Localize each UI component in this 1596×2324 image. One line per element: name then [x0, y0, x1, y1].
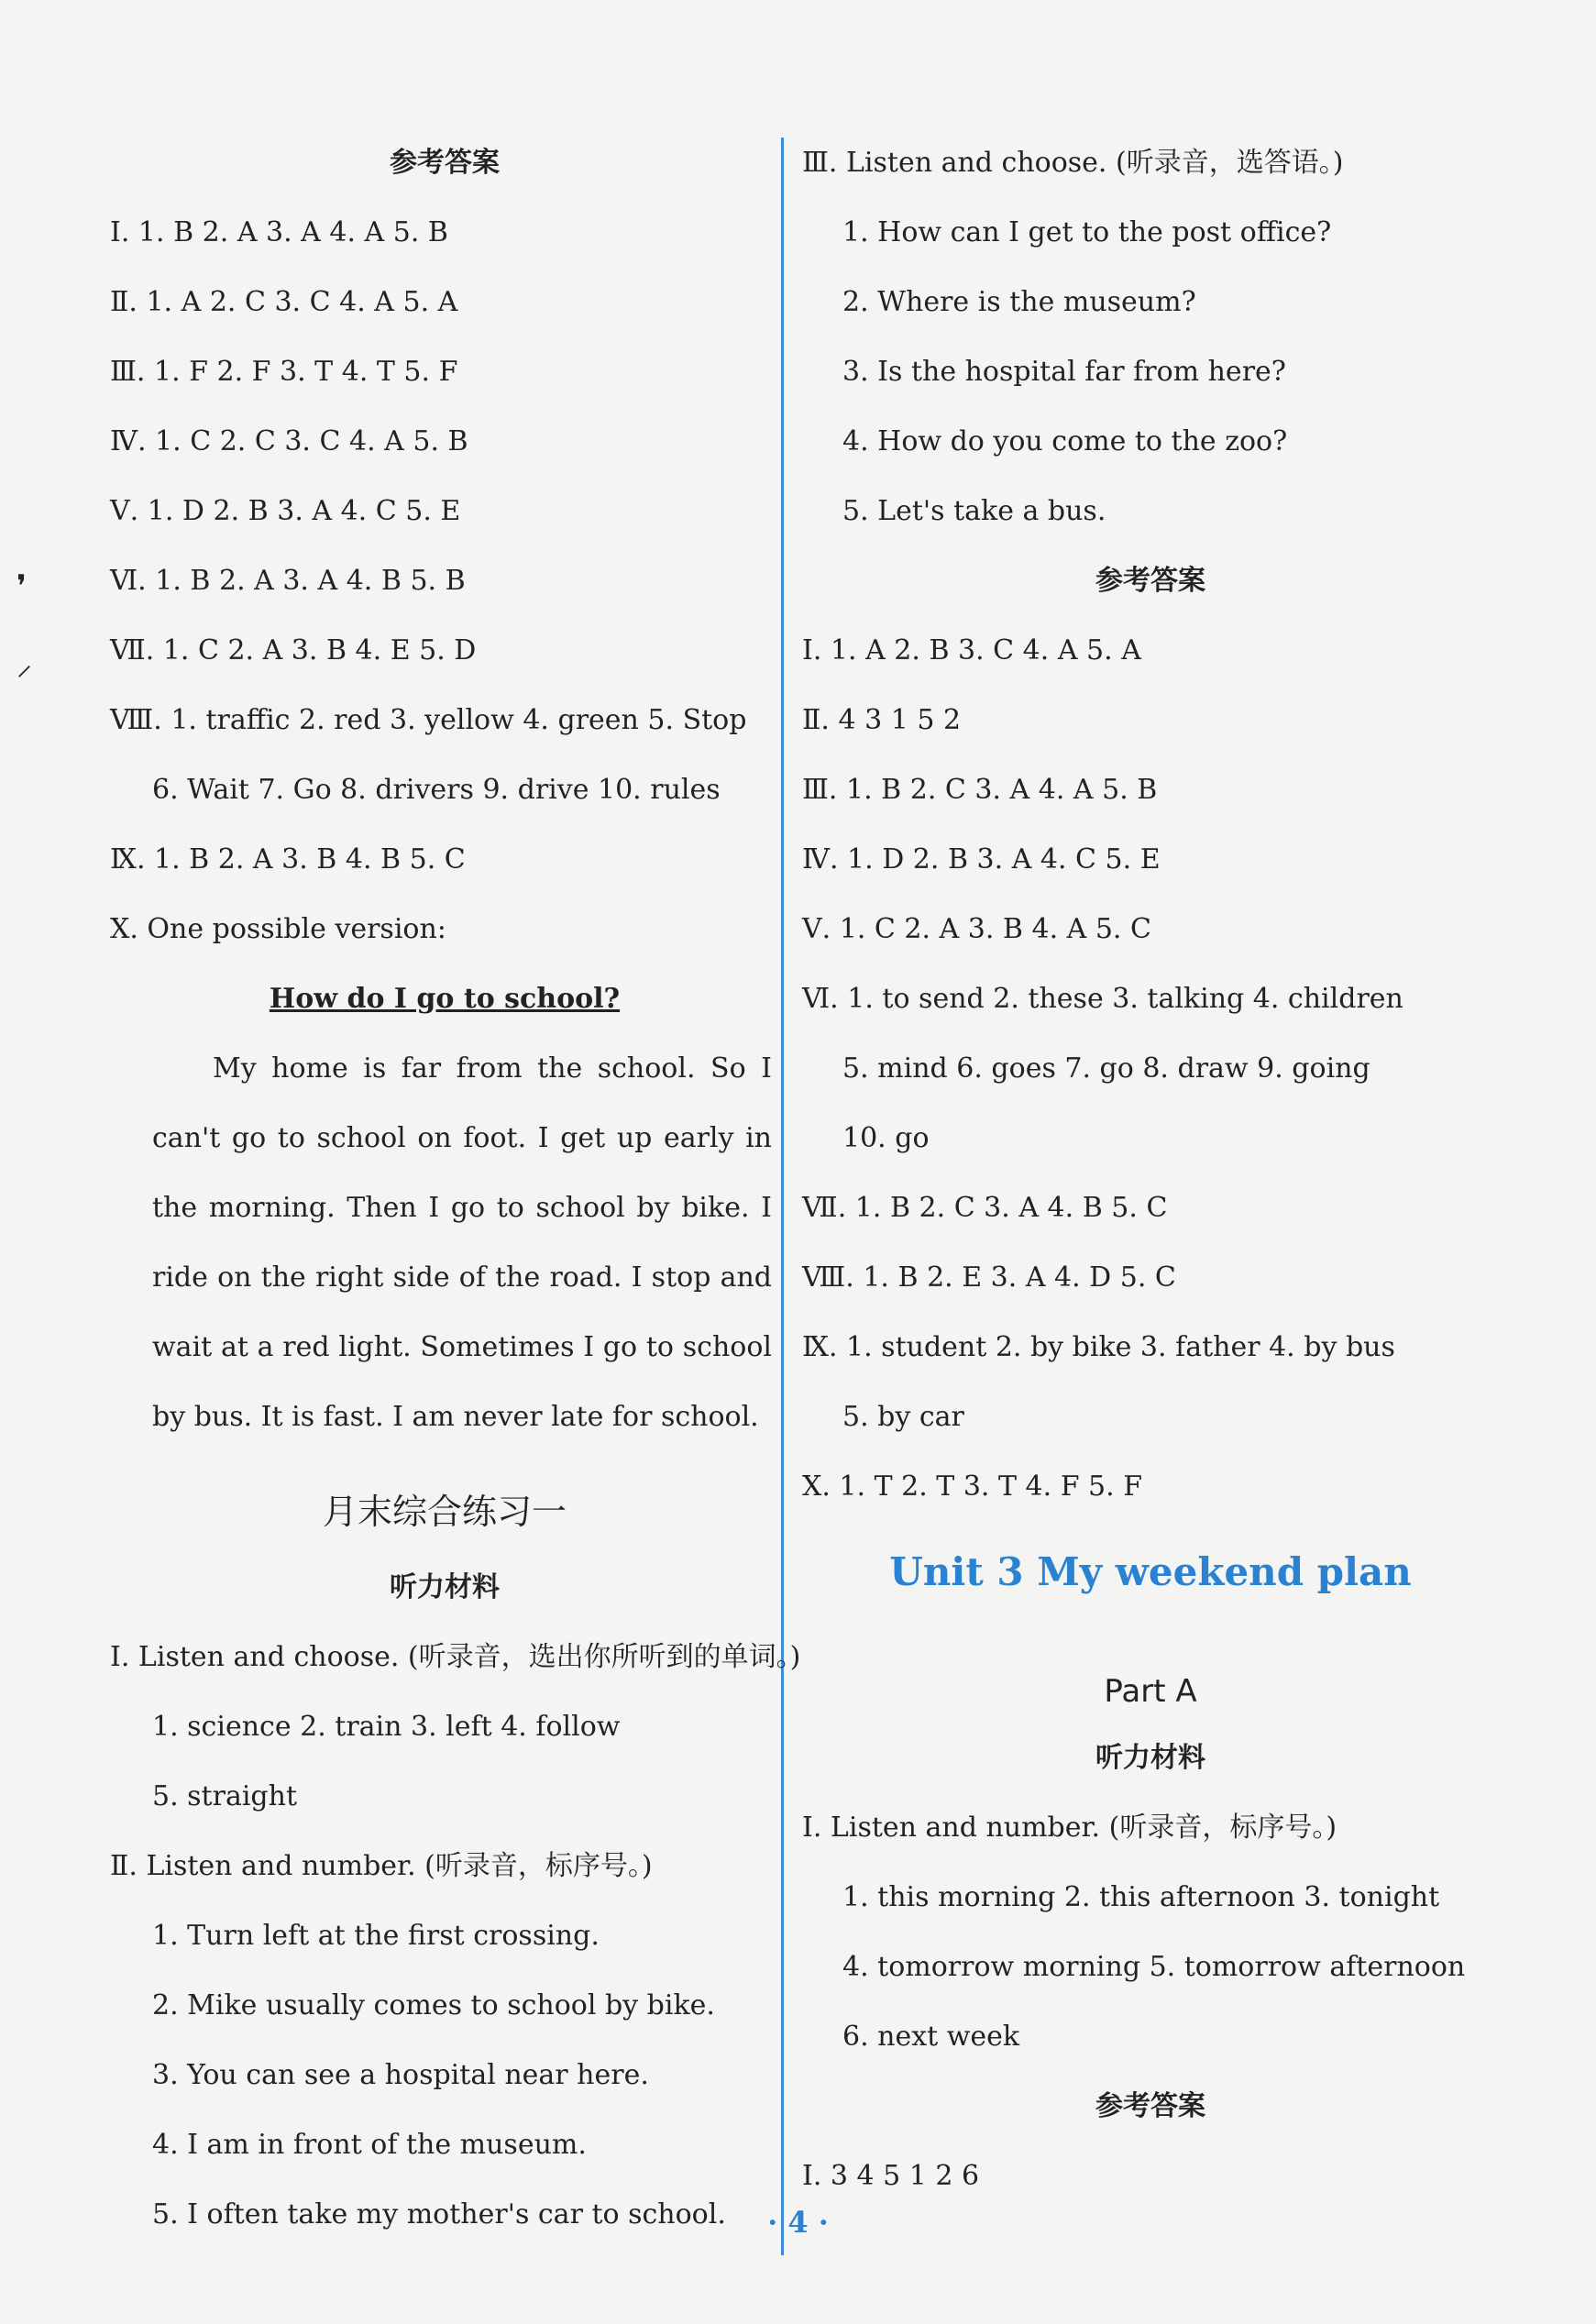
listen-choose-item: 2. Where is the museum? [842, 286, 1196, 318]
listen-number-item: 2. Mike usually comes to school by bike. [152, 1989, 715, 2021]
part-title: Part A [1104, 1673, 1197, 1710]
answer-line: Ⅶ. 1. B 2. C 3. A 4. B 5. C [802, 1192, 1168, 1224]
listen-choose-items: 1. science 2. train 3. left 4. follow [152, 1711, 621, 1743]
answer-line: Ⅵ. 1. B 2. A 3. A 4. B 5. B [110, 565, 466, 597]
answer-line: Ⅸ. 1. B 2. A 3. B 4. B 5. C [110, 843, 466, 876]
listen-choose-items: 5. straight [152, 1780, 298, 1812]
right-column [802, 128, 1499, 2211]
listen-choose-item: 1. How can I get to the post office? [842, 216, 1332, 248]
essay-title-row [110, 964, 779, 1034]
answer-line-continued: 10. go [842, 1122, 930, 1154]
column-divider [781, 138, 784, 2255]
listen-number-item: 4. I am in front of the museum. [152, 2129, 587, 2161]
answer-line: Ⅵ. 1. to send 2. these 3. talking 4. children [802, 983, 1403, 1015]
answer-line: Ⅰ. 3 4 5 1 2 6 [802, 2160, 980, 2192]
answer-line: Ⅱ. 4 3 1 5 2 [802, 704, 962, 736]
margin-mark: ❜ [17, 568, 27, 605]
answer-line: Ⅷ. 1. traffic 2. red 3. yellow 4. green 5. Stop [110, 704, 747, 736]
answer-line-continued: 5. by car [842, 1401, 964, 1433]
listen-number-item: 5. I often take my mother's car to school. [152, 2198, 726, 2230]
listen-number-items: 6. next week [842, 2021, 1020, 2053]
page-number: · 4 · [767, 2205, 829, 2240]
listen-choose-instruction: Ⅲ. Listen and choose. (听录音，选答语。) [802, 147, 1344, 179]
answer-line: Ⅹ. 1. T 2. T 3. T 4. F 5. F [802, 1470, 1143, 1503]
answer-line: Ⅸ. 1. student 2. by bike 3. father 4. by bus [802, 1331, 1395, 1363]
answer-line: Ⅴ. 1. C 2. A 3. B 4. A 5. C [802, 913, 1151, 945]
listening-heading: 听力材料 [1095, 1742, 1205, 1774]
answers-heading: 参考答案 [390, 147, 500, 179]
answer-line: Ⅰ. 1. A 2. B 3. C 4. A 5. A [802, 634, 1141, 666]
answers-heading: 参考答案 [1095, 565, 1205, 597]
answer-line-continued: 5. mind 6. goes 7. go 8. draw 9. going [842, 1052, 1370, 1085]
answer-line: Ⅳ. 1. D 2. B 3. A 4. C 5. E [802, 843, 1161, 876]
listen-number-items: 4. tomorrow morning 5. tomorrow afternoon [842, 1951, 1466, 1983]
answers-heading: 参考答案 [1095, 2090, 1205, 2122]
listen-choose-item: 3. Is the hospital far from here? [842, 356, 1286, 388]
listen-number-item: 1. Turn left at the first crossing. [152, 1920, 600, 1952]
answer-line: Ⅹ. One possible version: [110, 913, 446, 945]
monthly-heading: 月末综合练习一 [322, 1492, 567, 1532]
listen-number-items: 1. this morning 2. this afternoon 3. tonight [842, 1881, 1440, 1913]
answer-line-continued: 6. Wait 7. Go 8. drivers 9. drive 10. rules [152, 774, 721, 806]
listen-choose-item: 5. Let's take a bus. [842, 495, 1106, 527]
answer-line: Ⅱ. 1. A 2. C 3. C 4. A 5. A [110, 286, 458, 318]
answer-line: Ⅴ. 1. D 2. B 3. A 4. C 5. E [110, 495, 461, 527]
essay-title: How do I go to school? [269, 983, 621, 1015]
answer-line: Ⅰ. 1. B 2. A 3. A 4. A 5. B [110, 216, 448, 248]
unit-title: Unit 3 My weekend plan [889, 1549, 1412, 1594]
listen-number-instruction: Ⅰ. Listen and number. (听录音，标序号。) [802, 1812, 1337, 1844]
listen-number-item: 3. You can see a hospital near here. [152, 2059, 649, 2091]
answer-line: Ⅲ. 1. B 2. C 3. A 4. A 5. B [802, 774, 1158, 806]
answer-line: Ⅶ. 1. C 2. A 3. B 4. E 5. D [110, 634, 477, 666]
listen-choose-instruction: Ⅰ. Listen and choose. (听录音，选出你所听到的单词。) [110, 1641, 801, 1673]
answer-line: Ⅳ. 1. C 2. C 3. C 4. A 5. B [110, 425, 468, 457]
answer-line: Ⅷ. 1. B 2. E 3. A 4. D 5. C [802, 1261, 1176, 1294]
listen-number-instruction: Ⅱ. Listen and number. (听录音，标序号。) [110, 1850, 653, 1882]
listen-choose-item: 4. How do you come to the zoo? [842, 425, 1288, 457]
essay-text: My home is far from the school. So I can't go to school on foot. I get up early in the morning. Then I go to school by bike. I ride on the right side of the road. I stop and wait at a red light. Sometimes I go to school by bus. It is fast. I am never late for school. [152, 1052, 772, 1433]
left-column [110, 128, 801, 2250]
margin-mark: ⸝ [17, 646, 32, 683]
answer-line: Ⅲ. 1. F 2. F 3. T 4. T 5. F [110, 356, 458, 388]
listening-heading: 听力材料 [390, 1571, 500, 1603]
